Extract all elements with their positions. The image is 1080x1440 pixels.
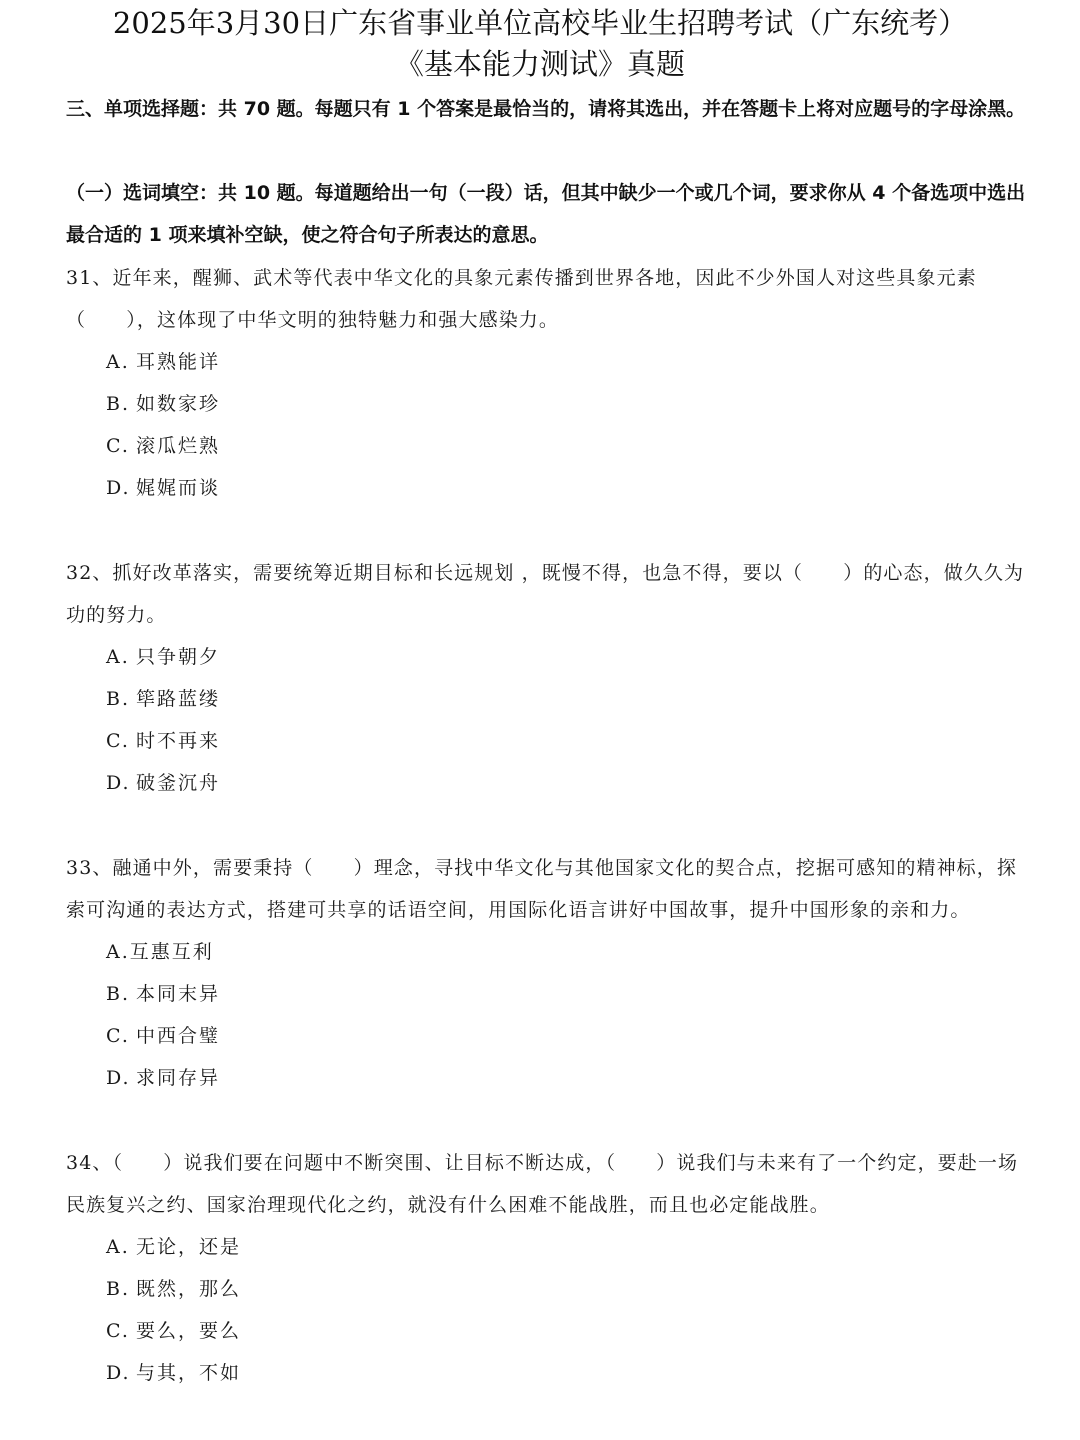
option-text: 与其，不如: [136, 1362, 242, 1384]
option-letter: A.: [106, 941, 130, 963]
option-letter: C.: [106, 435, 130, 457]
option-b[interactable]: [106, 383, 220, 425]
option-a[interactable]: [106, 931, 214, 973]
option-letter: B.: [106, 393, 131, 415]
option-text: 本同末异: [136, 983, 221, 1005]
option-letter: D.: [106, 1067, 131, 1089]
option-text: 筚路蓝缕: [136, 688, 221, 710]
option-d[interactable]: [106, 762, 220, 804]
page-title: 2025年3月30日广东省事业单位高校毕业生招聘考试（广东统考）: [112, 6, 968, 40]
option-letter: D.: [106, 772, 131, 794]
option-letter: D.: [106, 1362, 131, 1384]
option-text: 互惠互利: [129, 941, 214, 963]
page-subtitle: 《基本能力测试》真题: [394, 47, 685, 81]
option-a[interactable]: [106, 341, 220, 383]
option-letter: B.: [106, 1278, 131, 1300]
option-d[interactable]: [106, 1057, 220, 1099]
option-a[interactable]: [106, 636, 220, 678]
option-b[interactable]: [106, 973, 220, 1015]
option-c[interactable]: [106, 720, 220, 762]
option-c[interactable]: [106, 1310, 241, 1352]
option-text: 中西合璧: [136, 1025, 221, 1047]
subsection-instruction: （一）选词填空：共 10 题。每道题给出一句（一段）话，但其中缺少一个或几个词，要求你从 4 个备选项中选出最合适的 1 项来填补空缺，使之符合句子所表达的意思。: [66, 182, 1026, 246]
option-a[interactable]: [106, 1226, 241, 1268]
option-letter: A.: [106, 646, 130, 668]
option-b[interactable]: [106, 678, 220, 720]
option-letter: A.: [106, 1236, 130, 1258]
option-letter: D.: [106, 477, 131, 499]
option-text: 滚瓜烂熟: [136, 435, 221, 457]
question-stem: 33、融通中外，需要秉持（ ）理念，寻找中华文化与其他国家文化的契合点，挖据可感知的精神标，探索可沟通的表达方式，搭建可共享的话语空间，用国际化语言讲好中国故事，提升中国形象的亲和力。: [66, 857, 1017, 921]
option-text: 时不再来: [136, 730, 221, 752]
option-text: 无论，还是: [136, 1236, 242, 1258]
option-text: 如数家珍: [136, 393, 221, 415]
section-instruction: 三、单项选择题：共 70 题。每题只有 1 个答案是最恰当的，请将其选出，并在答题卡上将对应题号的字母涂黑。: [66, 98, 1026, 120]
option-letter: A.: [106, 351, 130, 373]
question-stem: 34、（ ）说我们要在问题中不断突围、让目标不断达成，（ ）说我们与未来有了一个约定，要赴一场民族复兴之约、国家治理现代化之约，就没有什么困难不能战胜，而且也必定能战胜。: [66, 1152, 1019, 1216]
question-stem: 32、抓好改革落实，需要统筹近期目标和长远规划 ，既慢不得，也急不得，要以（ ）的心态，做久久为功的努力。: [66, 562, 1025, 626]
option-letter: C.: [106, 1320, 130, 1342]
option-text: 既然，那么: [136, 1278, 242, 1300]
option-text: 娓娓而谈: [136, 477, 221, 499]
option-c[interactable]: [106, 425, 220, 467]
option-text: 求同存异: [136, 1067, 221, 1089]
option-text: 只争朝夕: [136, 646, 221, 668]
option-letter: B.: [106, 983, 131, 1005]
option-text: 要么，要么: [136, 1320, 242, 1342]
question-stem: 31、近年来，醒狮、武术等代表中华文化的具象元素传播到世界各地，因此不少外国人对这些具象元素（ ），这体现了中华文明的独特魅力和强大感染力。: [66, 267, 977, 331]
option-text: 耳熟能详: [136, 351, 221, 373]
option-d[interactable]: [106, 467, 220, 509]
option-letter: B.: [106, 688, 131, 710]
option-d[interactable]: [106, 1352, 241, 1394]
option-letter: C.: [106, 730, 130, 752]
option-b[interactable]: [106, 1268, 241, 1310]
option-text: 破釜沉舟: [136, 772, 221, 794]
option-c[interactable]: [106, 1015, 220, 1057]
option-letter: C.: [106, 1025, 130, 1047]
